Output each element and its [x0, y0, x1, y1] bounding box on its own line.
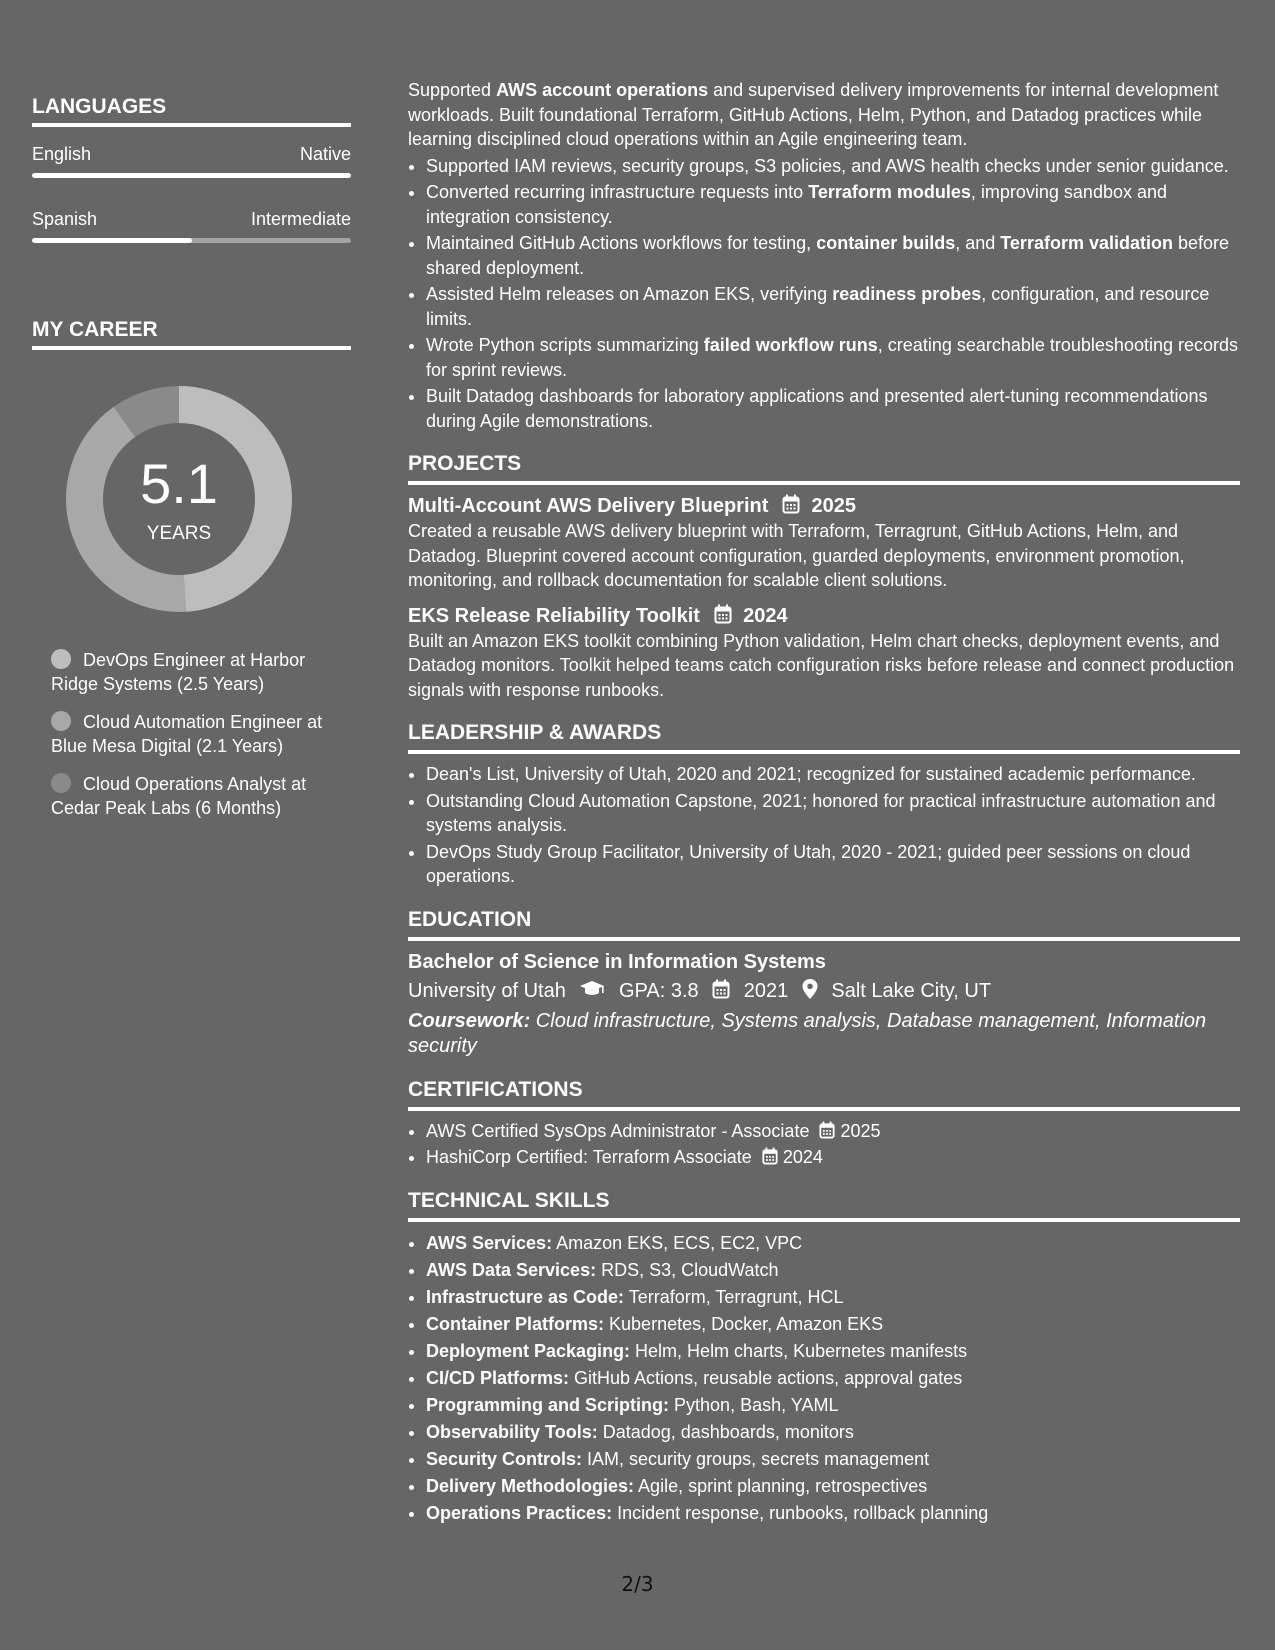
project-name: EKS Release Reliability Toolkit — [408, 604, 700, 627]
education-degree: Bachelor of Science in Information Systems — [408, 950, 826, 973]
language-level: Native — [299, 144, 351, 164]
language-bar-fill — [32, 173, 351, 178]
education-location: Salt Lake City, UT — [831, 979, 992, 1002]
language-item — [32, 143, 351, 178]
map-pin-icon — [802, 979, 818, 999]
skill-item: • Infrastructure as Code: Terraform, Terragrunt, HCL — [426, 1284, 1240, 1311]
skill-item: • Delivery Methodologies: Agile, sprint planning, retrospectives — [426, 1473, 1240, 1500]
skill-item: • CI/CD Platforms: GitHub Actions, reusable actions, approval gates — [426, 1365, 1240, 1392]
skills-title: TECHNICAL SKILLS — [408, 1188, 1240, 1222]
skill-item: • Deployment Packaging: Helm, Helm charts, Kubernetes manifests — [426, 1338, 1240, 1365]
language-bar — [32, 173, 351, 178]
career-section — [32, 317, 351, 820]
education-school: University of Utah — [408, 979, 566, 1002]
certifications-list — [408, 1119, 1240, 1170]
calendar-icon — [762, 1147, 778, 1165]
leadership-item: • DevOps Study Group Facilitator, University of Utah, 2020 - 2021; guided peer sessions on cloud operations. — [426, 840, 1240, 889]
calendar-icon — [819, 1121, 835, 1139]
career-role — [51, 648, 331, 696]
calendar-icon — [782, 494, 800, 514]
experience-bullet: • Maintained GitHub Actions workflows for testing, container builds, and Terraform validation before shared deployment. — [426, 231, 1240, 280]
career-unit: YEARS — [146, 523, 212, 544]
career-role — [51, 710, 331, 758]
experience-bullet: • Converted recurring infrastructure requests into Terraform modules, improving sandbox and integration consistency. — [426, 180, 1240, 229]
right-column — [408, 78, 1240, 1527]
projects-title: PROJECTS — [408, 451, 1240, 485]
leadership-item: • Dean's List, University of Utah, 2020 and 2021; recognized for sustained academic performance. — [426, 762, 1240, 787]
career-donut — [66, 386, 292, 612]
calendar-icon — [712, 979, 730, 999]
career-legend — [51, 648, 351, 820]
certifications-title: CERTIFICATIONS — [408, 1077, 1240, 1111]
language-name: Spanish — [32, 209, 98, 229]
legend-dot — [51, 711, 71, 731]
legend-dot — [51, 773, 71, 793]
project-description: Built an Amazon EKS toolkit combining Python validation, Helm chart checks, deployment events, and Datadog monitors. Toolkit helped teams catch configuration risks before release and connect production signals with response runbooks. — [408, 630, 1235, 700]
experience-bullet: • Wrote Python scripts summarizing failed workflow runs, creating searchable troubleshooting records for sprint reviews. — [426, 333, 1240, 382]
language-name: English — [32, 144, 92, 164]
language-bar — [32, 238, 351, 243]
calendar-icon — [714, 604, 732, 624]
leadership-item: • Outstanding Cloud Automation Capstone, 2021; honored for practical infrastructure automation and systems analysis. — [426, 789, 1240, 838]
leadership-list — [408, 762, 1240, 889]
certification-year: 2025 — [840, 1120, 881, 1141]
graduation-cap-icon — [579, 979, 605, 999]
career-title: MY CAREER — [32, 317, 351, 350]
experience-bullet: • Supported IAM reviews, security groups, S3 policies, and AWS health checks under senior guidance. — [426, 154, 1240, 179]
skill-item: • Operations Practices: Incident response, runbooks, rollback planning — [426, 1500, 1240, 1527]
career-role — [51, 772, 331, 820]
experience-intro: Supported AWS account operations and supervised delivery improvements for internal development workloads. Built foundational Terraform, GitHub Actions, Helm, Python, and Datadog practices while learning disciplined cloud operations within an Agile engineering team. — [408, 80, 1219, 149]
career-total: 5.1 — [140, 452, 218, 515]
left-column — [32, 94, 351, 834]
certification-item: • AWS Certified SysOps Administrator - Associate 2025 — [426, 1119, 1240, 1144]
career-role-text: Cloud Operations Analyst at Cedar Peak Labs (6 Months) — [51, 774, 307, 818]
skill-item: • AWS Data Services: RDS, S3, CloudWatch — [426, 1257, 1240, 1284]
skill-item: • Security Controls: IAM, security groups, secrets management — [426, 1446, 1240, 1473]
page-number: 2/3 — [621, 1572, 654, 1596]
career-role-text: Cloud Automation Engineer at Blue Mesa Digital (2.1 Years) — [51, 712, 323, 756]
experience-bullet: • Built Datadog dashboards for laboratory applications and presented alert-tuning recommendations during Agile demonstrations. — [426, 384, 1240, 433]
project-year: 2024 — [743, 604, 788, 627]
career-role-text: DevOps Engineer at Harbor Ridge Systems (2.5 Years) — [51, 650, 306, 694]
project-name: Multi-Account AWS Delivery Blueprint — [408, 495, 769, 517]
education-gpa: GPA: 3.8 — [618, 979, 699, 1002]
skill-item: • Observability Tools: Datadog, dashboards, monitors — [426, 1419, 1240, 1446]
education-coursework: Coursework: Cloud infrastructure, Systems analysis, Database management, Information security — [408, 1009, 1207, 1057]
language-bar-fill — [32, 238, 192, 243]
skills-list — [408, 1230, 1240, 1527]
education-title: EDUCATION — [408, 907, 1240, 941]
certification-year: 2024 — [782, 1147, 823, 1167]
project-item — [408, 493, 1240, 593]
project-item — [408, 603, 1240, 703]
education-year: 2021 — [743, 979, 789, 1002]
experience-bullets — [408, 154, 1240, 434]
legend-dot — [51, 649, 71, 669]
language-level: Intermediate — [250, 209, 351, 229]
project-description: Created a reusable AWS delivery blueprint with Terraform, Terragrunt, GitHub Actions, Helm, and Datadog. Blueprint covered account configuration, guarded deployments, environment promotion, monitoring, and rollback documentation for scalable client solutions. — [408, 521, 1185, 590]
project-year: 2025 — [811, 495, 857, 517]
skill-item: • Programming and Scripting: Python, Bash, YAML — [426, 1392, 1240, 1419]
certification-item: • HashiCorp Certified: Terraform Associate 2024 — [426, 1145, 1240, 1170]
skill-item: • AWS Services: Amazon EKS, ECS, EC2, VPC — [426, 1230, 1240, 1257]
languages-title: LANGUAGES — [32, 94, 351, 127]
leadership-title: LEADERSHIP & AWARDS — [408, 720, 1240, 754]
experience-bullet: • Assisted Helm releases on Amazon EKS, verifying readiness probes, configuration, and resource limits. — [426, 282, 1240, 331]
skill-item: • Container Platforms: Kubernetes, Docker, Amazon EKS — [426, 1311, 1240, 1338]
language-item — [32, 208, 351, 243]
education-details — [408, 977, 1240, 1005]
